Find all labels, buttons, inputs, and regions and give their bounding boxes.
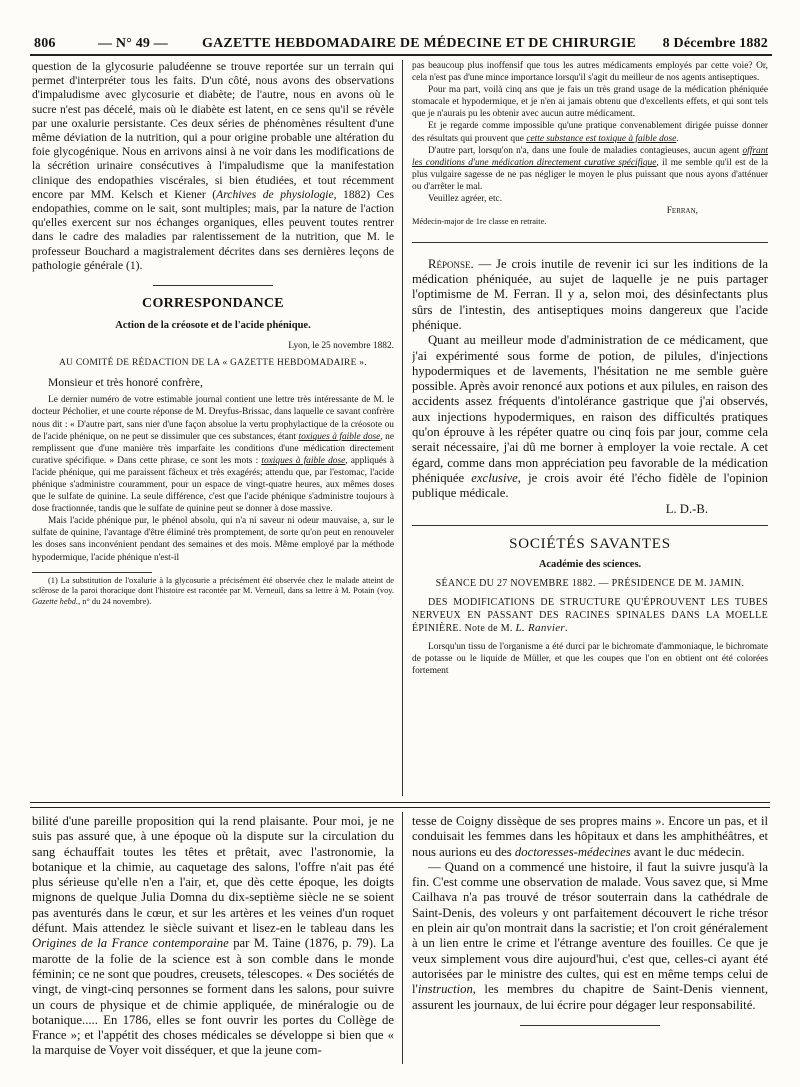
ornament-rule <box>153 285 273 286</box>
feuilleton-paragraph: — Quand on a commencé une histoire, il faut la suivre jusqu'à la fin. C'est comme une observation de malade. Vous savez que, si Mme Cailhava n'a pas trouvé de trésor souterrain dans la cathédrale de Saint-Denis, des voleurs y ont parfaitement découvert le riche trésor en plein air qu'on montrait dans la sacristie; et l'on croit généralement à un lien entre le crime et l'étrange aventure des fouilles. Ce que je veux simplement vous dire aujourd'hui, c'est que, celles-ci ayant été autorisées par le ministre des cultes, qui est en même temps celui de l'instruction, les membres du chapitre de Saint-Denis viennent, assurent les journaux, de lui écrire pour dégager leur responsabilité. <box>412 859 768 1012</box>
correspondance-heading: CORRESPONDANCE <box>142 296 284 312</box>
letter-paragraph: Pour ma part, voilà cinq ans que je fais un très grand usage de la médication phéniquée stomacale et hypodermique, et je n'en ai jamais obtenu que d'excellents effets, et qui sont tels que je n'aurais pu les obtenir avec aucun autre médicament. <box>412 85 768 120</box>
footnote-rule <box>32 572 152 573</box>
seance-heading: SÉANCE DU 27 NOVEMBRE 1882. — PRÉSIDENCE DE M. JAMIN. <box>435 577 745 589</box>
note-title: DES MODIFICATIONS DE STRUCTURE QU'ÉPROUVENT LES TUBES NERVEUX EN PASSANT DES RACINES SPINALES DANS LA MOELLE ÉPINIÈRE. Note de M. L. Ranvier. <box>412 596 768 634</box>
feuilleton-paragraph: bilité d'une pareille proposition qui la rend plaisante. Pour moi, je ne suis pas assuré que, à une époque où la dispute sur la circulation du sang échauffait toutes les têtes et prêtait, avec l'astronomie, la botanique et la chimie, au caquetage des salons, l'offre n'ait pas été plus sérieuse qu'elle n'en a l'air, et, que dès cette époque, les doigts mignons de quelque Julia Domna du dix-septième siècle ne se soient pas aventurés dans le cœur, et sur les artères et les veines d'un roquet défunt. Mais attendez le siècle suivant et lisez-en le tableau dans les Origines de la France contemporaine par M. Taine (1876, p. 79). La marotte de la folie de la science est à son comble dans le monde féminin; ce ne sont que poudres, creusets, télescopes. « Des sociétés de vingt, de vingt-cinq personnes se forment dans les salons, pour suivre un cours de physique et de chimie appliquée, de minéralogie ou de botanique..... En 1786, elles se font ouvrir les portes du Collège de France »; et l'appétit des choses médicales se développe si bien que « la marquise de Voyer voit disséquer, et que la jeune com- <box>32 814 394 1058</box>
section-divider <box>30 802 770 803</box>
column-right-top <box>412 60 768 800</box>
letter-closing: Veuillez agréer, etc. <box>428 194 503 205</box>
letter-paragraph: Le dernier numéro de votre estimable journal contient une lettre très intéressante de M. le docteur Pécholier, et une courte réponse de M. Dreyfus-Brissac, dans laquelle ce savant confrère nous dit : « D'autre part, sans nier d'une façon absolue la vertu prophylactique de la créosote ou de l'acide phénique, on ne peut se dissimuler que ces substances, étant toxiques à faible dose, ne remplissent que d'une manière très imparfaite les conditions d'une médication directement curative spécifique. » Dans cette phrase, ce sont les mots : toxiques à faible dose, appliqués à l'acide phénique, qui me paraissent fâcheux et très exagérés; attendu que, par l'estomac, l'acide phénique s'administre couramment, pour un espace de vingt-quatre heures, aux mêmes doses que le sulfate de quinine. La seule différence, c'est que l'acide phénique s'administre toujours à dose fractionnée, tandis que le sulfate de quinine peut se donner à dose massive. <box>32 395 394 515</box>
academie-heading: Académie des sciences. <box>538 558 642 570</box>
column-left-bottom <box>32 814 394 1076</box>
letter-paragraph: Mais l'acide phénique pur, le phénol absolu, qui n'a ni saveur ni odeur mauvaise, a, sur le sulfate de quinine, l'avantage d'être éliminé très promptement, de sorte qu'on peut en renouveler les doses sans inconvénient pendant des semaines et des mois. Même employé par la méthode hypodermique, l'acide phénique n'est-il <box>32 516 394 563</box>
issue-date: 8 Décembre 1882 <box>662 36 768 51</box>
reponse-paragraph: Réponse. — Je crois inutile de revenir ici sur les inditions de la médication phéniquée, au sujet de laquelle je ne puis partager l'optimisme de M. Ferran. Il y a, selon moi, des désinfectants plus sûrs de l'intestin, des antiseptiques moins dangereux que l'acide phénique. <box>412 256 768 332</box>
column-divider-bottom <box>402 812 403 1064</box>
letter-salutation: Monsieur et très honoré confrère, <box>48 376 203 390</box>
issue-number: — N° 49 — <box>98 36 169 51</box>
footnote: (1) La substitution de l'oxalurie à la glycosurie a précisément été observée chez le malade atteint de sclérose de la paroi thoracique dont l'histoire est racontée par M. Verneuil, dans sa lettre à M. Potain (voy. Gazette hebd., n° du 24 novembre). <box>32 575 394 606</box>
ornament-rule <box>520 1025 660 1026</box>
societes-savantes-heading: SOCIÉTÉS SAVANTES <box>509 535 671 552</box>
page-header <box>30 12 772 52</box>
page-number: 806 <box>34 36 56 51</box>
correspondance-subheading: Action de la créosote et de l'acide phénique. <box>115 320 311 332</box>
letter-addressee: AU COMITÉ DE RÉDACTION DE LA « GAZETTE HEBDOMADAIRE ». <box>59 358 367 369</box>
column-divider-top <box>402 60 403 796</box>
journal-title: GAZETTE HEBDOMADAIRE DE MÉDECINE ET DE CHIRURGIE <box>202 36 637 51</box>
article-paragraph: question de la glycosurie paludéenne se trouve reportée sur un terrain qui permet d'interpréter tous les faits. D'un côté, nous avons des observations d'impaludisme avec glycosurie et diabète; de l'autre, nous en avons où le sucre n'est pas décelé, mais où le diabète est latent, en ce sens qu'il se révèle par une oxalurie persistante. Ces deux séries de phénomènes résultent d'une même déviation de la nutrition, qui a pour origine probable une altération du foie glycogénique. Nous en arrivons ainsi à ne voir dans les modifications de la sécrétion urinaire consécutives à l'impaludisme que la manifestation clinique des endopathies viscérales, si bien étudiées, et tout récemment encore par MM. Kelsch et Kiener (Archives de physiologie, 1882) Ces endopathies, comme on le sait, sont multiples; mais, par la nature de l'action qu'elles exercent sur nos échanges organiques, elles peuvent toutes rentrer dans le cadre des maladies par ralentissement de la nutrition, que M. le professeur Bouchard a magistralement décrites dans ses dernières leçons de pathologie générale (1). <box>32 60 394 272</box>
reponse-paragraph: Quant au meilleur mode d'administration de ce médicament, que j'ai expérimenté sous forme de potion, de pilules, d'injections hypodermiques et de lavements, l'hésitation ne me semble guère possible. Après avoir renoncé aux potions et aux pilules, en raison des accidents assez fréquents d'intolérance gastrique que j'ai observés, aux injections hypodermiques, en raison des difficultés pratiques qu'on éprouve à les répéter quatre ou cinq fois par jour, comme cela serait nécessaire, j'ai dû me borner à employer la voie rectale. A cet égard, comme dans mon appréciation peu favorable de la médication phéniquée exclusive, je crois avoir été l'écho fidèle de l'opinion publique médicale. <box>412 333 768 501</box>
letter-paragraph: D'autre part, lorsqu'on n'a, dans une foule de maladies contagieuses, aucun agent offrant les conditions d'une médication directement curative spécifique, il me semble qu'il est de la plus vulgaire sagesse de ne pas négliger le moyen le plus puissant que nous ayons d'atténuer ou d'arrêter le mal. <box>412 145 768 192</box>
letter-paragraph: pas beaucoup plus inoffensif que tous les autres médicaments employés par cette voie? Or, cela n'est pas d'une mince importance lorsqu'il s'agit du meilleur de nos agents antiseptiques. <box>412 61 768 84</box>
separator-rule <box>412 525 768 526</box>
letter-place-date: Lyon, le 25 novembre 1882. <box>288 341 394 352</box>
feuilleton-paragraph: tesse de Coigny dissèque de ses propres mains ». Encore un pas, et il conduisait les femmes dans les hôpitaux et dans les amphithéâtres, et nous aurions eu des doctoresses-médecines avant le duc médecin. <box>412 814 768 859</box>
header-rule <box>30 54 772 56</box>
letter-paragraph: Et je regarde comme impossible qu'une pratique convenablement dirigée puisse donner des résultats qui prouvent que cette substance est toxique à faible dose. <box>412 121 768 144</box>
section-divider-double <box>30 807 770 808</box>
note-paragraph: Lorsqu'un tissu de l'organisme a été durci par le bichromate d'ammoniaque, le bichromate de potasse ou le liquide de Müller, et que les coupes que l'on en obtient ont été colorées fortement <box>412 641 768 677</box>
signature-title: Médecin-major de 1re classe en retraite. <box>412 217 547 227</box>
separator-rule <box>412 242 768 243</box>
column-left-top <box>32 60 394 800</box>
signature-name: Ferran, <box>666 206 698 217</box>
column-right-bottom <box>412 814 768 1076</box>
reponse-signature: L. D.-B. <box>665 501 708 516</box>
